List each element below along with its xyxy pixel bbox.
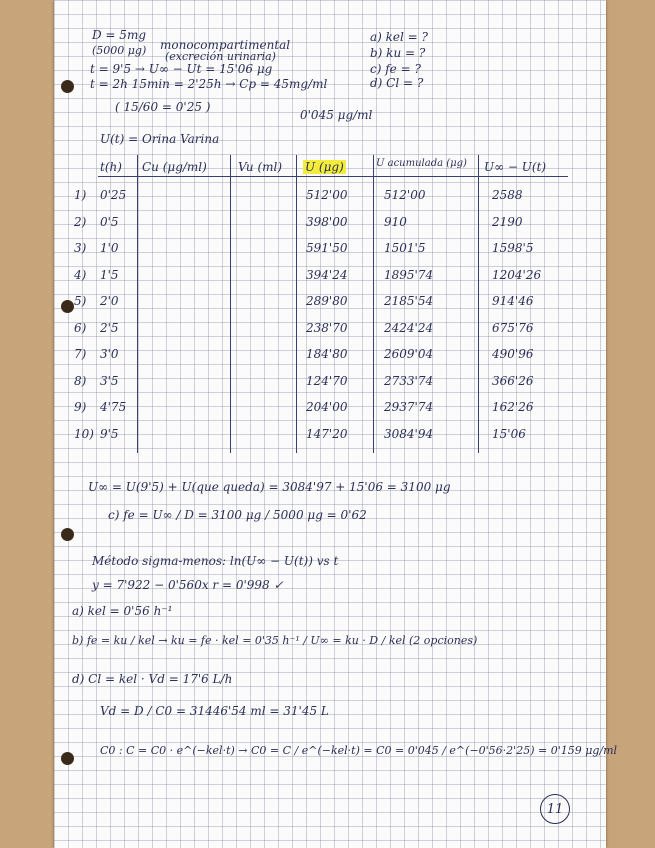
table-cell-diff: 162'26 [492,400,534,414]
table-cell-t: 3'0 [100,347,119,361]
table-cell-t: 2'5 [100,320,119,335]
table-cell-n: 10) [74,426,94,441]
table-cell-ua: 1895'74 [384,267,434,282]
table-cell-n: 2) [74,214,87,229]
table-cell-diff: 914'46 [492,294,534,308]
column-header: U acumulada (μg) [376,158,467,169]
time-fraction: ( 15/60 = 0'25 ) [115,100,211,114]
table-cell-diff: 366'26 [492,373,534,388]
table-cell-ua: 2733'74 [384,373,434,388]
table-cell-n: 4) [74,267,87,282]
concentration: 0'045 μg/ml [300,108,373,122]
table-cell-u: 124'70 [306,373,348,388]
table-header-rule [98,176,568,177]
table-cell-t: 9'5 [100,426,119,441]
table-cell-u: 398'00 [306,214,348,229]
table-divider [230,155,231,453]
table-cell-u: 238'70 [306,320,348,335]
column-header: Vu (ml) [238,160,283,174]
table-cell-n: 9) [74,400,87,414]
column-header: U (μg) [305,160,344,174]
table-cell-ua: 3084'94 [384,426,434,441]
table-cell-n: 1) [74,188,87,202]
binder-hole [61,752,74,765]
column-header: t(h) [100,160,122,174]
table-cell-t: 0'5 [100,214,119,229]
table-cell-n: 7) [74,347,87,361]
table-cell-t: 4'75 [100,400,127,414]
table-cell-t: 0'25 [100,188,127,202]
table-cell-diff: 15'06 [492,426,526,441]
regression-line: y = 7'922 − 0'560x r = 0'998 ✓ [92,578,284,592]
clearance-calc: d) Cl = kel · Vd = 17'6 L/h [72,672,233,686]
table-cell-n: 3) [74,241,87,255]
table-cell-ua: 910 [384,214,407,229]
table-cell-n: 8) [74,373,87,388]
question-a: a) kel = ? [370,30,428,44]
time-note-1: t = 9'5 → U∞ − Ut = 15'06 μg [90,62,273,76]
kel-result: a) kel = 0'56 h⁻¹ [72,604,173,618]
table-cell-u: 512'00 [306,188,348,202]
dose: D = 5mg [92,28,146,42]
table-cell-diff: 2190 [492,214,523,229]
c0-calc: C0 : C = C0 · e^(−kel·t) → C0 = C / e^(−kel·t) = C0 = 0'045 / e^(−0'56·2'25) = 0'159 μg/ml [100,744,618,757]
u-infinity-calc: U∞ = U(9'5) + U(que queda) = 3084'97 + 15'06 = 3100 μg [88,480,451,494]
table-divider [478,155,479,453]
table-cell-diff: 675'76 [492,320,534,335]
table-cell-u: 394'24 [306,267,348,282]
table-cell-t: 2'0 [100,294,119,308]
table-cell-u: 204'00 [306,400,348,414]
ut-definition: U(t) = Orina Varina [100,132,220,146]
table-cell-u: 289'80 [306,294,348,308]
table-divider [296,155,297,453]
binder-hole [61,300,74,313]
table-divider [373,155,374,453]
table-cell-u: 184'80 [306,347,348,361]
sigma-minus-method: Método sigma-menos: ln(U∞ − U(t)) vs t [92,554,339,568]
table-cell-ua: 2424'24 [384,320,434,335]
time-note-2: t = 2h 15min = 2'25h → Cp = 45mg/ml [90,77,328,91]
table-cell-t: 1'5 [100,267,119,282]
dose-ug: (5000 μg) [92,44,147,57]
vd-calc: Vd = D / C0 = 31446'54 ml = 31'45 L [100,704,329,718]
table-cell-ua: 1501'5 [384,241,426,255]
column-header: Cu (μg/ml) [142,160,207,174]
excretion-note: (excreción urinaria) [165,50,276,63]
binder-hole [61,80,74,93]
model-type: monocompartimental [160,38,291,52]
question-b: b) ku = ? [370,46,426,60]
table-cell-ua: 2609'04 [384,347,434,361]
table-cell-u: 591'50 [306,241,348,255]
page-number: 11 [540,794,570,824]
table-cell-diff: 1204'26 [492,267,542,282]
table-cell-n: 6) [74,320,87,335]
table-cell-diff: 2588 [492,188,523,202]
ku-calc: b) fe = ku / kel → ku = fe · kel = 0'35 h⁻¹ / U∞ = ku · D / kel (2 opciones) [72,634,478,647]
table-cell-ua: 2185'54 [384,294,434,308]
table-cell-diff: 1598'5 [492,241,534,255]
table-cell-diff: 490'96 [492,347,534,361]
question-c: c) fe = ? [370,62,421,76]
table-cell-n: 5) [74,294,87,308]
table-cell-t: 1'0 [100,241,119,255]
binder-hole [61,528,74,541]
table-divider [137,155,138,453]
table-cell-ua: 512'00 [384,188,426,202]
table-cell-ua: 2937'74 [384,400,434,414]
table-cell-t: 3'5 [100,373,119,388]
table-cell-u: 147'20 [306,426,348,441]
question-d: d) Cl = ? [370,76,424,90]
fe-calc: c) fe = U∞ / D = 3100 μg / 5000 μg = 0'62 [108,508,367,522]
column-header: U∞ − U(t) [484,160,547,174]
